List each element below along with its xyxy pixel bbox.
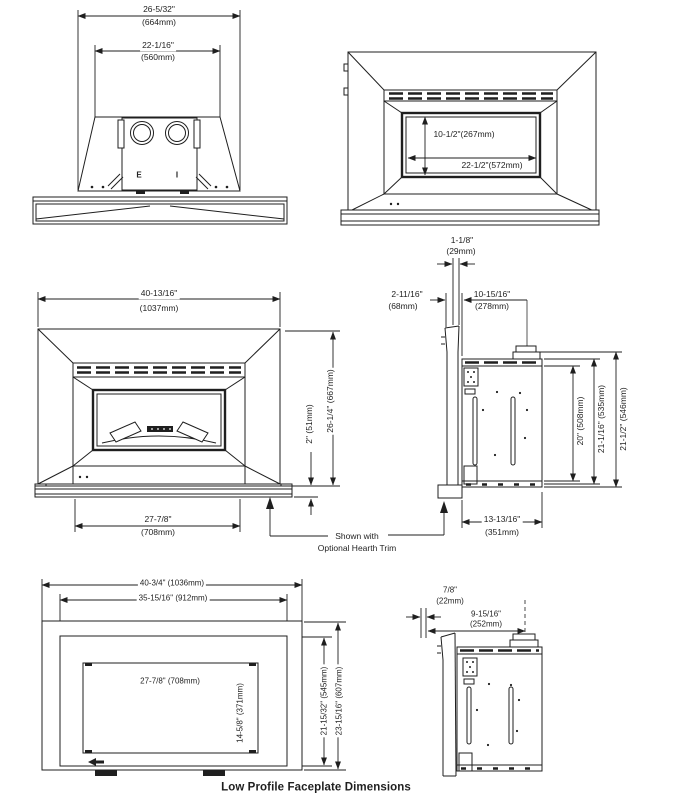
dim-mid-height: 21-1/16" (535mm) <box>596 384 607 454</box>
dim-opening-width: 22-1/2"(572mm) <box>461 160 523 171</box>
hearth-trim-foot <box>438 485 462 498</box>
firebox-side <box>457 634 542 771</box>
flue-collar <box>513 352 540 359</box>
dim-firebox-width-in: 27-7/8" <box>144 514 172 525</box>
up-arrow <box>440 501 448 513</box>
dim-gap-mm: (29mm) <box>446 246 476 257</box>
firebox-top <box>122 118 197 190</box>
dim-opening-height: 10-1/2"(267mm) <box>433 129 495 140</box>
dim-lp-opening-width: 27-7/8" (708mm) <box>140 676 200 686</box>
left-bracket <box>118 120 124 148</box>
dim-firebox-width-mm: (708mm) <box>140 527 176 538</box>
hearth-trim <box>35 484 292 497</box>
up-arrow <box>266 497 274 509</box>
label-exhaust: E <box>136 170 142 180</box>
right-bracket <box>194 120 200 148</box>
foot <box>203 770 225 776</box>
dim-top-inner-in: 22-1/16" <box>142 40 174 51</box>
low-profile-side-dimension-lines <box>406 596 525 648</box>
faceplate-side-profile <box>441 326 459 485</box>
hearth-trim-note-leaders <box>266 497 448 536</box>
dim-total-height: 21-1/2" (546mm) <box>618 387 629 451</box>
foot <box>95 770 117 776</box>
note-line2: Optional Hearth Trim <box>317 543 397 554</box>
dim-firebox-height: 20" (508mm) <box>575 396 586 446</box>
dim-depth-mm: (351mm) <box>484 527 520 538</box>
dim-lp-faceplate-width: 35-15/16" (912mm) <box>138 593 208 603</box>
dim-proj-in: 2-11/16" <box>391 289 423 300</box>
note-line1: Shown with <box>335 531 379 542</box>
dim-lp-opening-height: 14-5/8" (371mm) <box>235 683 245 743</box>
flue-collar-top <box>513 634 535 640</box>
dim-hearth-width-mm: (1037mm) <box>139 303 179 314</box>
dim-gap-in: 1-1/8" <box>450 235 474 246</box>
hearth-pad-top <box>33 197 287 224</box>
hearth-front-view <box>35 292 340 532</box>
dim-top-overall-in: 26-5/32" <box>143 4 175 15</box>
dim-lps-gap-mm: (22mm) <box>436 596 464 606</box>
flue-collar <box>510 640 538 647</box>
dim-proj-mm: (68mm) <box>388 301 418 312</box>
dim-flue-mm: (278mm) <box>474 301 510 312</box>
faceplate-outer <box>38 329 280 484</box>
label-intake: I <box>175 170 179 180</box>
hearth-slab <box>341 210 599 225</box>
dim-depth-in: 13-13/16" <box>483 514 521 525</box>
foot <box>180 190 189 194</box>
faceplate-side-profile <box>437 633 456 776</box>
dim-top-overall-mm: (664mm) <box>141 17 177 28</box>
dim-lps-flue-in: 9-15/16" <box>471 609 501 619</box>
dim-top-inner-mm: (560mm) <box>140 52 176 63</box>
firebox-side <box>462 346 542 487</box>
dim-lps-flue-mm: (252mm) <box>469 619 503 629</box>
dim-lp-faceplate-height: 21-15/32" (545mm) <box>319 666 329 736</box>
dim-lp-overall-width: 40-3/4" (1036mm) <box>139 578 205 588</box>
hinge-tick <box>344 64 348 71</box>
hinge-tick <box>344 88 348 95</box>
flue-collar-top <box>516 346 536 352</box>
dim-trim-height: 2" (51mm) <box>304 404 315 444</box>
dim-hearth-width-in: 40-13/16" <box>140 288 178 299</box>
dim-flue-in: 10-15/16" <box>473 289 511 300</box>
hearth-side-view <box>430 258 622 528</box>
dim-hearth-height: 26-1/4" (667mm) <box>325 369 336 433</box>
dim-lp-overall-height: 23-15/16" (607mm) <box>334 666 344 736</box>
caption: Low Profile Faceplate Dimensions <box>221 781 411 794</box>
foot <box>136 190 145 194</box>
dim-lps-gap-in: 7/8" <box>443 585 457 595</box>
